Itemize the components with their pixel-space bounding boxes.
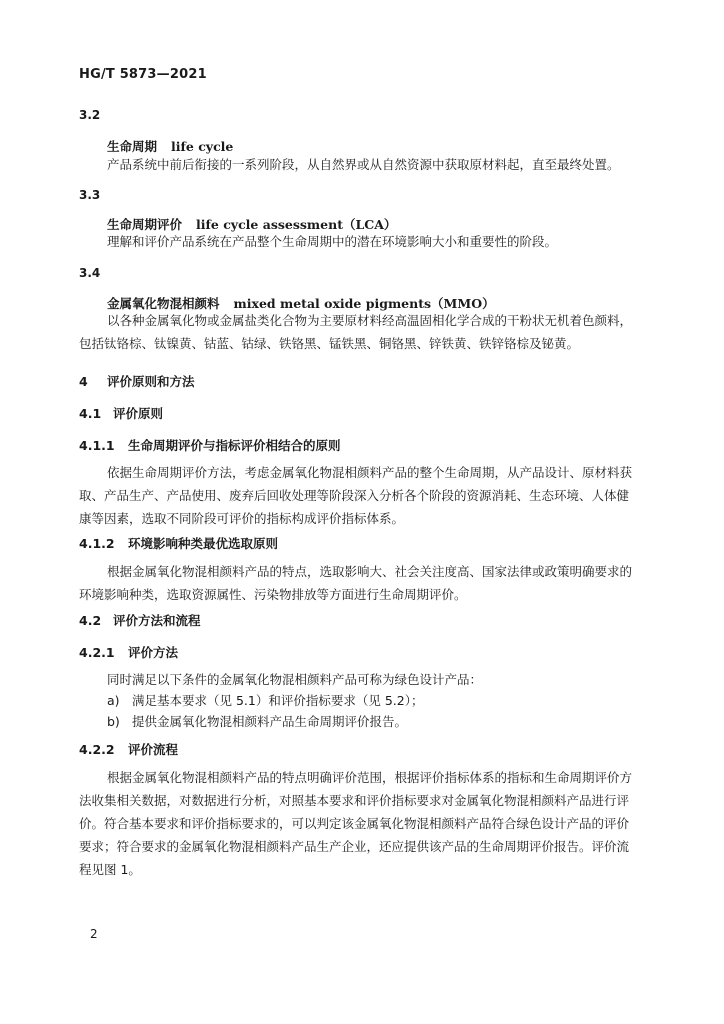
definition-line-1: 以各种金属氧化物或金属盐类化合物为主要原材料经高温固相化学合成的干粉状无机着色颜料， bbox=[107, 313, 633, 328]
term-zh: 生命周期评价 bbox=[107, 217, 183, 232]
term-zh: 生命周期 bbox=[107, 139, 158, 154]
paragraph-line: 程见图 1。 bbox=[79, 862, 141, 877]
list-marker: a) bbox=[107, 693, 120, 708]
heading-number: 4.2.1 bbox=[79, 645, 115, 660]
list-marker: b) bbox=[107, 714, 120, 729]
section-number-3-2: 3.2 bbox=[79, 108, 101, 122]
list-item bbox=[107, 712, 407, 730]
list-text: 提供金属氧化物混相颜料产品生命周期评价报告。 bbox=[132, 714, 408, 729]
section-heading-4 bbox=[79, 372, 195, 390]
section-heading-4-2 bbox=[79, 611, 201, 629]
paragraph-line: 环境影响种类，选取资源属性、污染物排放等方面进行生命周期评价。 bbox=[79, 587, 467, 602]
section-number-3-3: 3.3 bbox=[79, 188, 101, 202]
paragraph-line: 根据金属氧化物混相颜料产品的特点，选取影响大、社会关注度高、国家法律或政策明确要求的 bbox=[107, 564, 633, 579]
heading-title: 评价方法和流程 bbox=[113, 613, 201, 628]
definition-text: 产品系统中前后衔接的一系列阶段，从自然界或从自然资源中获取原材料起，直至最终处置。 bbox=[107, 157, 620, 172]
page-number: 2 bbox=[90, 927, 98, 941]
section-heading-4-2-2 bbox=[79, 740, 178, 758]
heading-number: 4.1.1 bbox=[79, 438, 115, 453]
paragraph-line: 依据生命周期评价方法，考虑金属氧化物混相颜料产品的整个生命周期，从产品设计、原材料获 bbox=[107, 465, 633, 480]
definition-line-2: 包括钛铬棕、钛镍黄、钴蓝、钴绿、铁铬黑、锰铁黑、铜铬黑、锌铁黄、铁锌铬棕及铋黄。 bbox=[79, 336, 580, 351]
term-en: life cycle assessment（LCA） bbox=[196, 217, 397, 232]
section-heading-4-1-2 bbox=[79, 534, 278, 552]
paragraph-line: 价。符合基本要求和评价指标要求的，可以判定该金属氧化物混相颜料产品符合绿色设计产品的评价 bbox=[79, 816, 630, 831]
heading-number: 4.1 bbox=[79, 406, 102, 421]
section-heading-4-1 bbox=[79, 404, 163, 422]
term-zh: 金属氧化物混相颜料 bbox=[107, 296, 220, 311]
heading-title: 评价流程 bbox=[128, 742, 179, 757]
paragraph-line: 要求；符合要求的金属氧化物混相颜料产品生产企业，还应提供该产品的生命周期评价报告。评价流 bbox=[79, 839, 630, 854]
term-en: life cycle bbox=[171, 139, 234, 154]
section-heading-4-2-1 bbox=[79, 643, 178, 661]
heading-title: 生命周期评价与指标评价相结合的原则 bbox=[128, 438, 341, 453]
term-en: mixed metal oxide pigments（MMO） bbox=[233, 296, 495, 311]
heading-title: 评价原则和方法 bbox=[107, 374, 195, 389]
paragraph-line: 康等因素，选取不同阶段可评价的指标构成评价指标体系。 bbox=[79, 511, 405, 526]
paragraph-line: 同时满足以下条件的金属氧化物混相颜料产品可称为绿色设计产品： bbox=[107, 672, 483, 687]
list-text: 满足基本要求（见 5.1）和评价指标要求（见 5.2）； bbox=[132, 693, 424, 708]
heading-number: 4.2 bbox=[79, 613, 102, 628]
heading-title: 评价方法 bbox=[128, 645, 179, 660]
heading-number: 4 bbox=[79, 374, 88, 389]
definition-text: 理解和评价产品系统在产品整个生命周期中的潜在环境影响大小和重要性的阶段。 bbox=[107, 234, 558, 249]
paragraph-line: 取、产品生产、产品使用、废弃后回收处理等阶段深入分析各个阶段的资源消耗、生态环境、人体健 bbox=[79, 488, 630, 503]
heading-title: 环境影响种类最优选取原则 bbox=[128, 536, 279, 551]
standard-header: HG/T 5873—2021 bbox=[79, 67, 207, 82]
heading-number: 4.2.2 bbox=[79, 742, 115, 757]
heading-title: 评价原则 bbox=[113, 406, 164, 421]
paragraph-line: 法收集相关数据，对数据进行分析，对照基本要求和评价指标要求对金属氧化物混相颜料产品进行评 bbox=[79, 793, 630, 808]
section-heading-4-1-1 bbox=[79, 436, 341, 454]
paragraph-line: 根据金属氧化物混相颜料产品的特点明确评价范围，根据评价指标体系的指标和生命周期评价方 bbox=[107, 770, 633, 785]
section-number-3-4: 3.4 bbox=[79, 266, 101, 280]
list-item bbox=[107, 691, 423, 709]
heading-number: 4.1.2 bbox=[79, 536, 115, 551]
